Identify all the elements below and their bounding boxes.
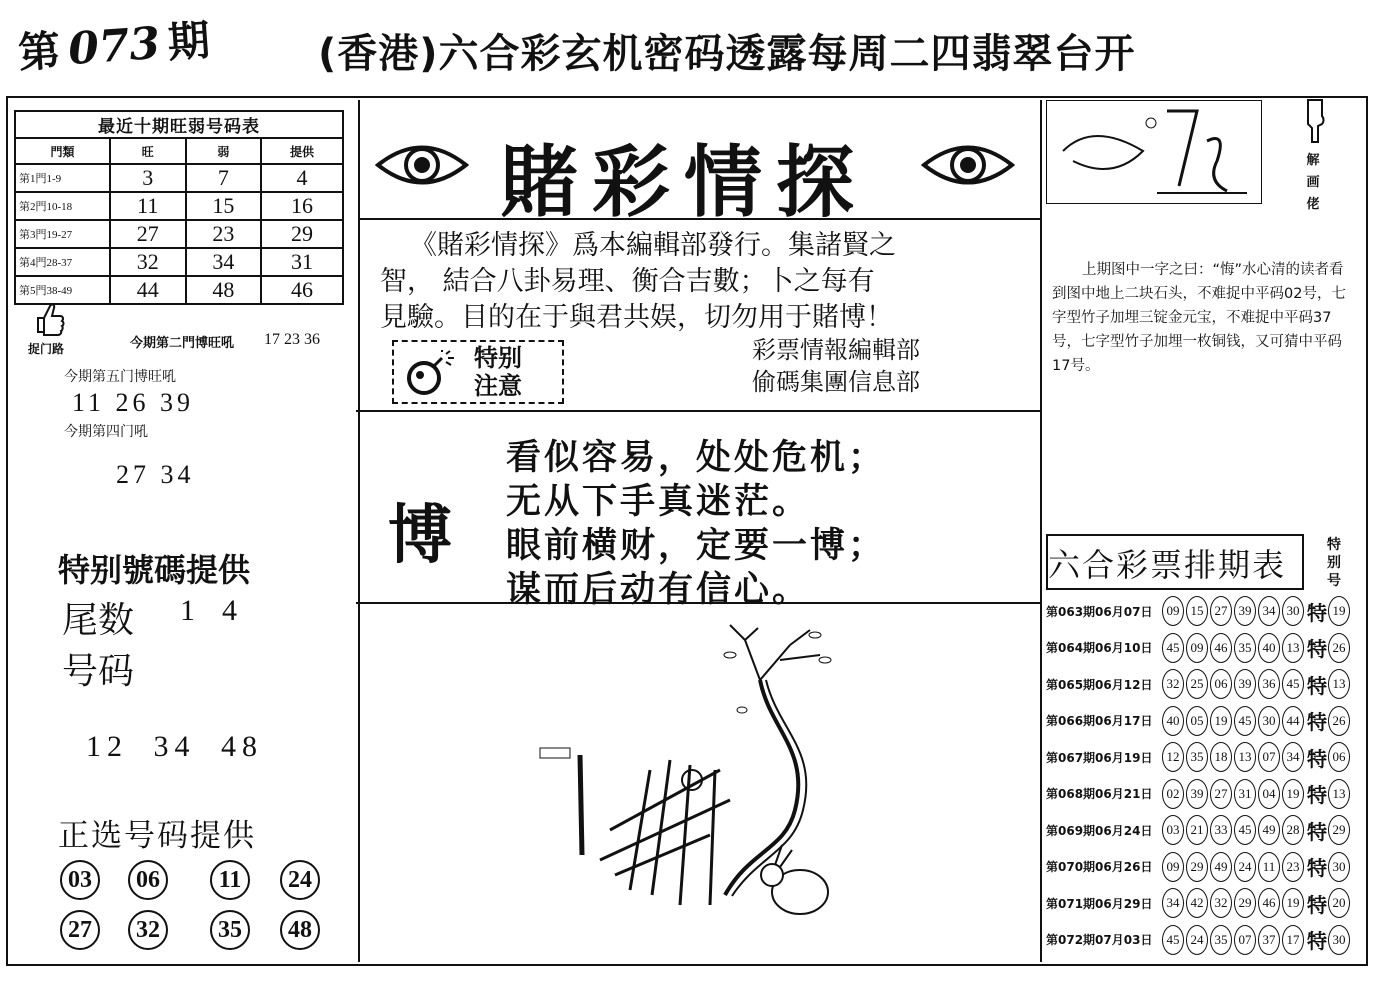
pointing-hand-icon	[1300, 98, 1330, 144]
gate5-numbers: 11 26 39	[72, 388, 195, 417]
row-hot: 27	[110, 220, 186, 248]
poem-line: 谋而后动有信心。	[506, 570, 811, 610]
picks-title: 正选号码提供	[58, 818, 256, 854]
schedule-number: 30	[1282, 596, 1304, 626]
row-label: 第5門38-49	[15, 276, 110, 304]
schedule-number: 13	[1282, 633, 1304, 663]
eye-icon	[920, 136, 1016, 194]
row-label: 第1門1-9	[15, 164, 110, 192]
schedule-number: 29	[1234, 888, 1256, 918]
issue-di: 第	[16, 25, 63, 78]
schedule-number: 49	[1210, 852, 1232, 882]
intro-text	[380, 228, 1030, 336]
schedule-number: 07	[1258, 742, 1280, 772]
schedule-row-label: 第067期06月19日	[1046, 750, 1153, 765]
schedule-number: 24	[1234, 852, 1256, 882]
table-row	[15, 220, 343, 248]
schedule-number: 06	[1210, 669, 1232, 699]
row-label: 第3門19-27	[15, 220, 110, 248]
pick-number: 11	[210, 860, 250, 900]
schedule-number: 09	[1162, 596, 1184, 626]
schedule-number: 32	[1210, 888, 1232, 918]
schedule-number: 36	[1258, 669, 1280, 699]
schedule-number: 03	[1162, 815, 1184, 845]
row-tip: 16	[261, 192, 343, 220]
schedule-title: 六合彩票排期表	[1048, 546, 1287, 584]
pick-number: 06	[128, 860, 168, 900]
pick-number: 03	[60, 860, 100, 900]
schedule-number: 07	[1234, 925, 1256, 955]
schedule-special-number: 06	[1328, 742, 1350, 772]
schedule-number: 27	[1210, 779, 1232, 809]
row-cold: 7	[186, 164, 262, 192]
schedule-row	[1046, 813, 1352, 847]
schedule-number: 35	[1210, 925, 1232, 955]
notice-text	[474, 344, 522, 400]
explain-char: 画	[1306, 175, 1320, 190]
riddle-explanation: 上期图中一字之曰：“悔”水心清的读者看到图中地上二块石头，不难捉中平码02号，七字型竹子加埋三锭金元宝，不难捉中平码37号，七字型竹子加埋一枚铜钱，又可猜中平码17号。	[1052, 262, 1346, 374]
special-char: 号	[1327, 573, 1341, 589]
schedule-number: 42	[1186, 888, 1208, 918]
schedule-number: 24	[1186, 925, 1208, 955]
history-table	[14, 110, 344, 305]
schedule-number: 44	[1282, 706, 1304, 736]
issue-qi: 期	[166, 15, 212, 68]
gate4-label: 今期第四门吼	[64, 424, 148, 440]
intro-line: 《賭彩情探》爲本編輯部發行。集諸賢之	[410, 230, 896, 261]
schedule-number: 09	[1186, 633, 1208, 663]
row-cold: 48	[186, 276, 262, 304]
history-col-hot: 旺	[110, 138, 186, 164]
column-title: 賭彩情探	[500, 137, 869, 228]
bomb-icon	[402, 350, 462, 398]
row-label: 第2門10-18	[15, 192, 110, 220]
row-tip: 31	[261, 248, 343, 276]
schedule-number: 04	[1258, 779, 1280, 809]
schedule-te: 特	[1307, 673, 1327, 698]
department-name: 偷碼集團信息部	[752, 368, 920, 396]
explain-char: 佬	[1306, 197, 1320, 212]
row-tip: 29	[261, 220, 343, 248]
schedule-te: 特	[1307, 637, 1327, 661]
schedule-number: 39	[1234, 669, 1256, 699]
puzzle-illustration	[520, 620, 860, 930]
special-char: 别	[1327, 555, 1341, 571]
thumbs-up-icon	[32, 300, 66, 336]
last-puzzle-drawing	[1047, 101, 1261, 203]
schedule-special-number: 13	[1328, 779, 1350, 809]
history-col-cold: 弱	[186, 138, 262, 164]
notice-line: 注意	[474, 372, 522, 400]
row-cold: 15	[186, 192, 262, 220]
schedule-row-label: 第072期07月03日	[1046, 933, 1153, 947]
schedule-row	[1046, 923, 1352, 957]
schedule-number: 45	[1162, 633, 1184, 663]
schedule-number: 45	[1234, 815, 1256, 845]
intro-line: 見驗。目的在于與君共娱，切勿用于賭博！	[380, 302, 893, 333]
pick-number: 32	[128, 910, 168, 950]
poem	[506, 436, 886, 612]
issue-number	[16, 7, 212, 80]
schedule-special-number: 19	[1328, 596, 1350, 626]
schedule-number: 05	[1186, 706, 1208, 736]
pick-number: 35	[210, 910, 250, 950]
schedule-row-label: 第064期06月10日	[1046, 641, 1153, 655]
poem-box	[356, 410, 1042, 610]
schedule-row	[1046, 594, 1352, 628]
schedule-number: 45	[1234, 706, 1256, 736]
issue-value: 073	[66, 17, 162, 76]
schedule-number: 34	[1258, 596, 1280, 626]
schedule-number: 23	[1282, 852, 1304, 882]
schedule-row-label: 第070期06月26日	[1046, 860, 1153, 874]
schedule-row	[1046, 886, 1352, 920]
special-tail-values: 1 4	[180, 594, 241, 627]
schedule-row	[1046, 631, 1352, 665]
schedule-number: 40	[1258, 633, 1280, 663]
gate5-label: 今期第五门博旺吼	[64, 369, 176, 385]
thumb-label: 捉门路	[28, 342, 65, 356]
schedule-number: 34	[1282, 742, 1304, 772]
schedule-row-label: 第066期06月17日	[1046, 714, 1153, 728]
schedule-row	[1046, 777, 1352, 811]
schedule-special-number: 29	[1328, 815, 1350, 845]
table-row	[15, 192, 343, 220]
schedule-number: 31	[1234, 779, 1256, 809]
schedule-row	[1046, 740, 1352, 774]
special-number-label: 号码	[62, 651, 135, 692]
schedule-number: 37	[1258, 925, 1280, 955]
special-char: 特	[1327, 537, 1341, 553]
schedule-number: 34	[1162, 888, 1184, 918]
schedule-number: 40	[1162, 706, 1184, 736]
schedule-special-number: 30	[1328, 925, 1350, 955]
pick-number: 27	[60, 910, 100, 950]
row-cold: 23	[186, 220, 262, 248]
schedule-special-number: 26	[1328, 706, 1350, 736]
row-tip: 4	[261, 164, 343, 192]
schedule-number: 19	[1210, 706, 1232, 736]
schedule-number: 21	[1186, 815, 1208, 845]
row-hot: 3	[110, 164, 186, 192]
schedule-te: 特	[1307, 746, 1327, 771]
table-row	[15, 164, 343, 192]
row-tip: 46	[261, 276, 343, 304]
history-col-tip: 提供	[261, 138, 343, 164]
schedule-te: 特	[1307, 600, 1327, 625]
schedule-number: 28	[1282, 815, 1304, 845]
schedule-te: 特	[1307, 783, 1327, 807]
schedule-number: 11	[1258, 852, 1280, 882]
poem-line: 无从下手真迷茫。	[506, 482, 811, 522]
gate2-label: 今期第二門博旺吼	[130, 336, 235, 351]
department-name: 彩票情報編輯部	[752, 336, 920, 364]
row-hot: 11	[110, 192, 186, 220]
row-cold: 34	[186, 248, 262, 276]
schedule-number: 30	[1258, 706, 1280, 736]
special-tail-label: 尾数	[62, 600, 135, 641]
gate2-numbers: 17 23 36	[264, 331, 320, 348]
schedule-special-number: 30	[1328, 852, 1350, 882]
schedule-special-number: 26	[1328, 633, 1350, 663]
schedule-special-number: 20	[1328, 888, 1350, 918]
notice-line: 特别	[474, 344, 522, 372]
table-row	[15, 248, 343, 276]
row-label: 第4門28-37	[15, 248, 110, 276]
middle-title-box	[360, 110, 1040, 228]
history-col-category: 門類	[15, 138, 110, 164]
schedule-number: 35	[1234, 633, 1256, 663]
notice-box	[392, 340, 564, 404]
poem-line: 看似容易，处处危机；	[506, 438, 887, 478]
row-hot: 32	[110, 248, 186, 276]
schedule-number: 39	[1186, 779, 1208, 809]
intro-line: 智， 結合八卦易理、衡合吉數；卜之每有	[380, 266, 875, 297]
schedule-number: 39	[1234, 596, 1256, 626]
schedule-te: 特	[1307, 892, 1327, 917]
schedule-number: 19	[1282, 779, 1304, 809]
schedule-number: 29	[1186, 852, 1208, 882]
schedule-number: 12	[1162, 742, 1184, 772]
schedule-row	[1046, 850, 1352, 884]
schedule-row	[1046, 667, 1352, 701]
schedule-row-label: 第069期06月24日	[1046, 823, 1153, 838]
schedule-special-header	[1312, 536, 1356, 590]
page-title: (香港)六合彩玄机密码透露每周二四翡翠台开	[318, 31, 1136, 77]
schedule-row-label: 第068期06月21日	[1046, 787, 1153, 801]
special-title: 特别號碼提供	[58, 551, 251, 589]
schedule-te: 特	[1307, 929, 1327, 953]
row-hot: 44	[110, 276, 186, 304]
last-puzzle-box	[1046, 100, 1262, 204]
history-caption: 最近十期旺弱号码表	[15, 111, 343, 138]
schedule-row-label: 第071期06月29日	[1046, 896, 1153, 911]
schedule-number: 45	[1162, 925, 1184, 955]
schedule-number: 02	[1162, 779, 1184, 809]
eye-icon	[374, 136, 470, 194]
poem-line: 眼前横财，定要一博；	[506, 526, 887, 566]
explain-char: 解	[1306, 153, 1320, 168]
schedule-special-number: 13	[1328, 669, 1350, 699]
department-list	[752, 334, 920, 398]
schedule-row-label: 第065期06月12日	[1046, 677, 1153, 692]
schedule-number: 17	[1282, 925, 1304, 955]
schedule-number: 19	[1282, 888, 1304, 918]
schedule-number: 46	[1210, 633, 1232, 663]
schedule-number: 35	[1186, 742, 1208, 772]
schedule-row	[1046, 704, 1352, 738]
poem-key-character: 博	[388, 498, 452, 573]
gate4-numbers: 27 34	[116, 460, 195, 489]
schedule-number: 32	[1162, 669, 1184, 699]
schedule-te: 特	[1307, 856, 1327, 880]
schedule-number: 46	[1258, 888, 1280, 918]
explain-label	[1304, 150, 1322, 216]
special-numbers: 12 34 48	[86, 730, 263, 763]
schedule-number: 13	[1234, 742, 1256, 772]
schedule-number: 33	[1210, 815, 1232, 845]
schedule-te: 特	[1307, 710, 1327, 734]
schedule-number: 27	[1210, 596, 1232, 626]
schedule-row-label: 第063期06月07日	[1046, 604, 1153, 619]
schedule-number: 49	[1258, 815, 1280, 845]
schedule-number: 15	[1186, 596, 1208, 626]
pick-number: 24	[280, 860, 320, 900]
pick-number: 48	[280, 910, 320, 950]
schedule-te: 特	[1307, 819, 1327, 844]
schedule-number: 09	[1162, 852, 1184, 882]
schedule-number: 45	[1282, 669, 1304, 699]
schedule-number: 18	[1210, 742, 1232, 772]
schedule-number: 25	[1186, 669, 1208, 699]
